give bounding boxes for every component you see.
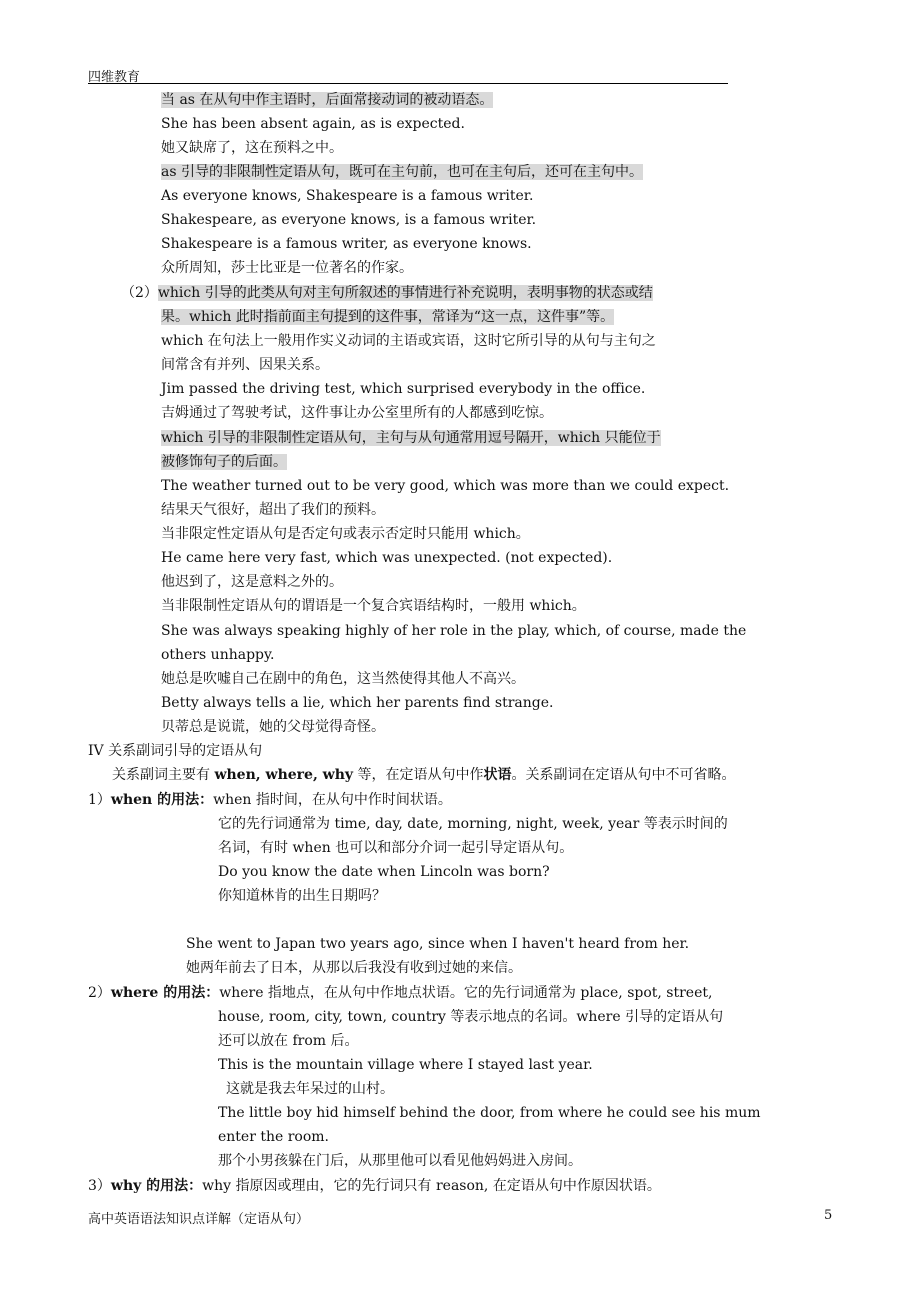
text-line: which 引导的此类从句对主句所叙述的事情进行补充说明，表明事物的状态或结 — [157, 285, 653, 301]
text-line: He came here very fast, which was unexpected. (not expected). — [161, 550, 613, 566]
item-prefix: 3） — [88, 1178, 111, 1194]
text-line: 她又缺席了，这在预料之中。 — [161, 140, 343, 156]
item-label: when 的用法： — [110, 792, 214, 808]
text-line: Betty always tells a lie, which her parents find strange. — [161, 695, 554, 711]
text-line: 这就是我去年呆过的山村。 — [226, 1081, 394, 1097]
text-line: as 引导的非限制性定语从句，既可在主句前，也可在主句后，还可在主句中。 — [161, 164, 643, 180]
text-line: Shakespeare, as everyone knows, is a famous writer. — [161, 212, 537, 228]
text-line: She went to Japan two years ago, since when I haven't heard from her. — [186, 936, 690, 952]
text-line: 那个小男孩躲在门后，从那里他可以看见他妈妈进入房间。 — [218, 1153, 582, 1169]
text-line: This is the mountain village where I stayed last year. — [218, 1057, 593, 1073]
text-run: 。关系副词在定语从句中不可省略。 — [511, 767, 736, 783]
text-line: house, room, city, town, country 等表示地点的名词。where 引导的定语从句 — [218, 1009, 724, 1025]
text-run: 等，在定语从句中作 — [353, 767, 484, 783]
page-number: 5 — [824, 1208, 833, 1223]
bold-run: when, where, why — [214, 767, 354, 783]
item-label: where 的用法： — [110, 985, 220, 1001]
text-line: 她总是吹嘘自己在剧中的角色，这当然使得其他人不高兴。 — [161, 671, 525, 687]
text-line: Jim passed the driving test, which surprised everybody in the office. — [161, 381, 646, 397]
text-line: The weather turned out to be very good, which was more than we could expect. — [161, 478, 730, 494]
text-line: She was always speaking highly of her role in the play, which, of course, made the — [161, 623, 747, 639]
text-line: others unhappy. — [161, 647, 275, 663]
text-line: why 指原因或理由，它的先行词只有 reason, 在定语从句中作原因状语。 — [202, 1178, 661, 1194]
text-line: 间常含有并列、因果关系。 — [161, 357, 329, 373]
item-prefix: 1） — [88, 792, 111, 808]
header-rule — [88, 83, 728, 84]
text-line: 他迟到了，这是意料之外的。 — [161, 574, 343, 590]
text-line: enter the room. — [218, 1129, 330, 1145]
text-line: 被修饰句子的后面。 — [161, 454, 287, 470]
footer-title: 高中英语语法知识点详解（定语从句） — [88, 1212, 310, 1227]
text-line: 贝蒂总是说谎，她的父母觉得奇怪。 — [161, 719, 385, 735]
item-label: why 的用法： — [110, 1178, 203, 1194]
text-line: 还可以放在 from 后。 — [218, 1033, 359, 1049]
text-line: 结果天气很好，超出了我们的预料。 — [161, 502, 385, 518]
header-org: 四维教育 — [88, 70, 141, 85]
text-line: 当 as 在从句中作主语时，后面常接动词的被动语态。 — [161, 92, 494, 108]
text-line: Do you know the date when Lincoln was born? — [218, 864, 550, 880]
text-line: 众所周知，莎士比亚是一位著名的作家。 — [161, 260, 413, 276]
text-run: 关系副词主要有 — [112, 767, 215, 783]
text-line: She has been absent again, as is expected. — [161, 116, 465, 132]
text-line: 它的先行词通常为 time, day, date, morning, night, week, year 等表示时间的 — [218, 816, 728, 832]
text-line: The little boy hid himself behind the door, from where he could see his mum — [218, 1105, 761, 1121]
text-line: Shakespeare is a famous writer, as everyone knows. — [161, 236, 532, 252]
bold-run: 状语 — [483, 767, 512, 783]
text-line: 你知道林肯的出生日期吗？ — [218, 888, 386, 904]
item-prefix: 2） — [88, 985, 111, 1001]
section-heading: IV 关系副词引导的定语从句 — [88, 743, 263, 759]
item-prefix: （2） — [121, 285, 158, 301]
text-line: where 指地点，在从句中作地点状语。它的先行词通常为 place, spot, street, — [219, 985, 713, 1001]
text-line: which 在句法上一般用作实义动词的主语或宾语，这时它所引导的从句与主句之 — [161, 333, 656, 349]
text-line: when 指时间，在从句中作时间状语。 — [213, 792, 452, 808]
text-line: 她两年前去了日本，从那以后我没有收到过她的来信。 — [186, 960, 522, 976]
text-line: 名词，有时 when 也可以和部分介词一起引导定语从句。 — [218, 840, 574, 856]
text-line: 果。which 此时指前面主句提到的这件事，常译为“这一点，这件事”等。 — [161, 309, 615, 325]
text-line: 当非限定性定语从句是否定句或表示否定时只能用 which。 — [161, 526, 530, 542]
text-line: 吉姆通过了驾驶考试，这件事让办公室里所有的人都感到吃惊。 — [161, 405, 553, 421]
text-line: 当非限制性定语从句的谓语是一个复合宾语结构时，一般用 which。 — [161, 598, 586, 614]
text-line: As everyone knows, Shakespeare is a famous writer. — [161, 188, 534, 204]
text-line: which 引导的非限制性定语从句，主句与从句通常用逗号隔开，which 只能位于 — [161, 430, 661, 446]
